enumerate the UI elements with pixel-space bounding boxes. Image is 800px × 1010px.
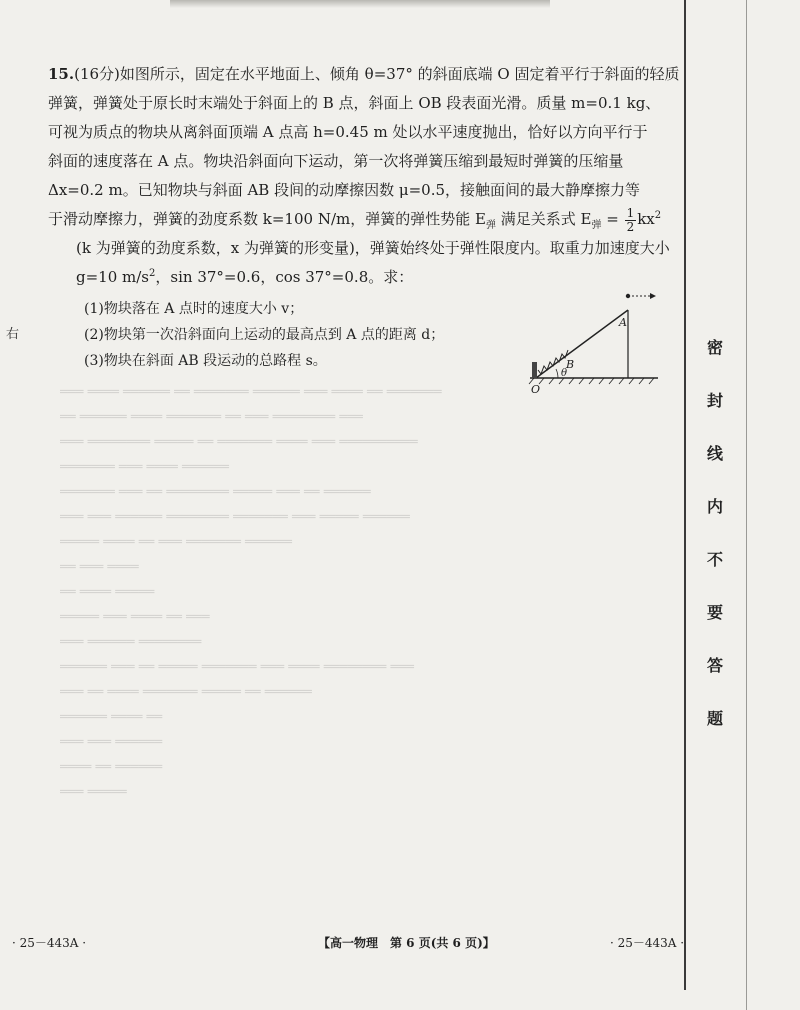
fraction-numerator: 1 (626, 205, 635, 220)
problem-text-1: 如图所示，固定在水平地面上、倾角 θ=37° 的斜面底端 O 固定着平行于斜面的轻质 (119, 65, 680, 83)
launch-arrow (650, 293, 656, 299)
binding-char: 不 (706, 550, 723, 569)
problem-score: (16分) (74, 65, 120, 83)
problem-text-6d: kx (637, 210, 655, 228)
superscript-2: 2 (654, 210, 662, 221)
bleed-through-text: ═══ ════ ══════ ══ ═══════ ══════ ═══ ════ ══ ═══════ ══ ══════ ════ ═══════ ══ ═══ ════════ ═══ ═══ ════════ ═════ ══ ═══════ ════ ═══ ══════════ ═══════ ═══ ════ ══════ ═══════ ═══ ══ ════════ ═════ ═══ ══ ══════ ═══ ═══ ══════ ════════ ═══════ ═══ ═════ ══════ ═════ ════ ══ ═══ ═══════ ══════ ══ ═══ ════ ══ ════ ═════ ═════ ═══ ════ ══ ═══ ═══ ══════ ════════ ══════ ═══ ══ ═════ ═══════ ═══ ════ ════════ ═══ ═══ ══ ════ ═══════ ═════ ══ ══════ ══════ ════ ══ ═══ ═══ ══════ ════ ══ ══════ ═══ ═════ (60, 385, 442, 800)
problem-text-8a: g=10 m/s (76, 268, 150, 286)
block-dot (626, 294, 630, 298)
problem-line-4: 斜面的速度落在 A 点。物块沿斜面向下运动，第一次将弹簧压缩到最短时弹簧的压缩量 (48, 152, 624, 170)
footer-code-left: · 25－443A · (12, 936, 87, 950)
label-b: B (566, 358, 575, 371)
problem-line-3: 可视为质点的物块从离斜面顶端 A 点高 h=0.45 m 处以水平速度抛出，恰好以方向平行于 (48, 123, 648, 141)
problem-line-2: 弹簧，弹簧处于原长时末端处于斜面上的 B 点，斜面上 OB 段表面光滑。质量 m=0.1 kg、 (48, 94, 661, 112)
problem-text-8b: ，sin 37°=0.6，cos 37°=0.8。求： (155, 268, 414, 286)
problem-number: 15. (48, 65, 75, 83)
label-o: O (531, 383, 541, 396)
scan-shadow (170, 0, 550, 8)
footer-code-right: · 25－443A · (610, 936, 685, 950)
question-3: (3)物块在斜面 AB 段运动的总路程 s。 (84, 353, 327, 369)
problem-text-6b: 满足关系式 E (495, 210, 592, 228)
problem-line-7: (k 为弹簧的劲度系数，x 为弹簧的形变量)，弹簧始终处于弹性限度内。取重力加速度大小 (76, 239, 670, 257)
problem-line-6 (48, 205, 668, 234)
problem-15 (48, 60, 680, 292)
binding-char: 内 (706, 497, 723, 516)
label-a: A (619, 316, 627, 329)
fraction-half (625, 207, 637, 234)
sub-questions (84, 296, 444, 374)
spring-base (532, 362, 537, 378)
subscript-elastic: 弹 (485, 220, 496, 231)
fraction-denominator: 2 (626, 219, 635, 234)
binding-char: 要 (706, 603, 723, 622)
equals-sign: = (601, 210, 624, 228)
binding-edge (746, 0, 747, 1010)
binding-notice (684, 335, 746, 759)
superscript-g: 2 (149, 268, 156, 279)
binding-char: 密 (706, 338, 723, 357)
problem-line-8 (48, 263, 668, 292)
angle-arc (556, 369, 558, 378)
incline-surface (536, 310, 628, 378)
binding-char: 线 (706, 444, 723, 463)
margin-character: 右 (6, 327, 20, 342)
binding-char: 答 (706, 656, 723, 675)
subscript-elastic-2: 弹 (591, 220, 602, 231)
problem-line-5: Δx=0.2 m。已知物块与斜面 AB 段间的动摩擦因数 μ=0.5，接触面间的最大静摩擦力等 (48, 181, 641, 199)
problem-line-1 (48, 60, 680, 89)
question-1: (1)物块落在 A 点时的速度大小 v； (84, 301, 304, 317)
binding-char: 封 (706, 391, 723, 410)
binding-char: 题 (706, 709, 723, 728)
label-theta: θ (561, 368, 568, 379)
problem-text-6a: 于滑动摩擦力，弹簧的劲度系数 k=100 N/m，弹簧的弹性势能 E (48, 210, 486, 228)
question-2: (2)物块第一次沿斜面向上运动的最高点到 A 点的距离 d； (84, 327, 445, 343)
footer-page-info: 【高一物理 第 6 页(共 6 页)】 (318, 936, 495, 950)
